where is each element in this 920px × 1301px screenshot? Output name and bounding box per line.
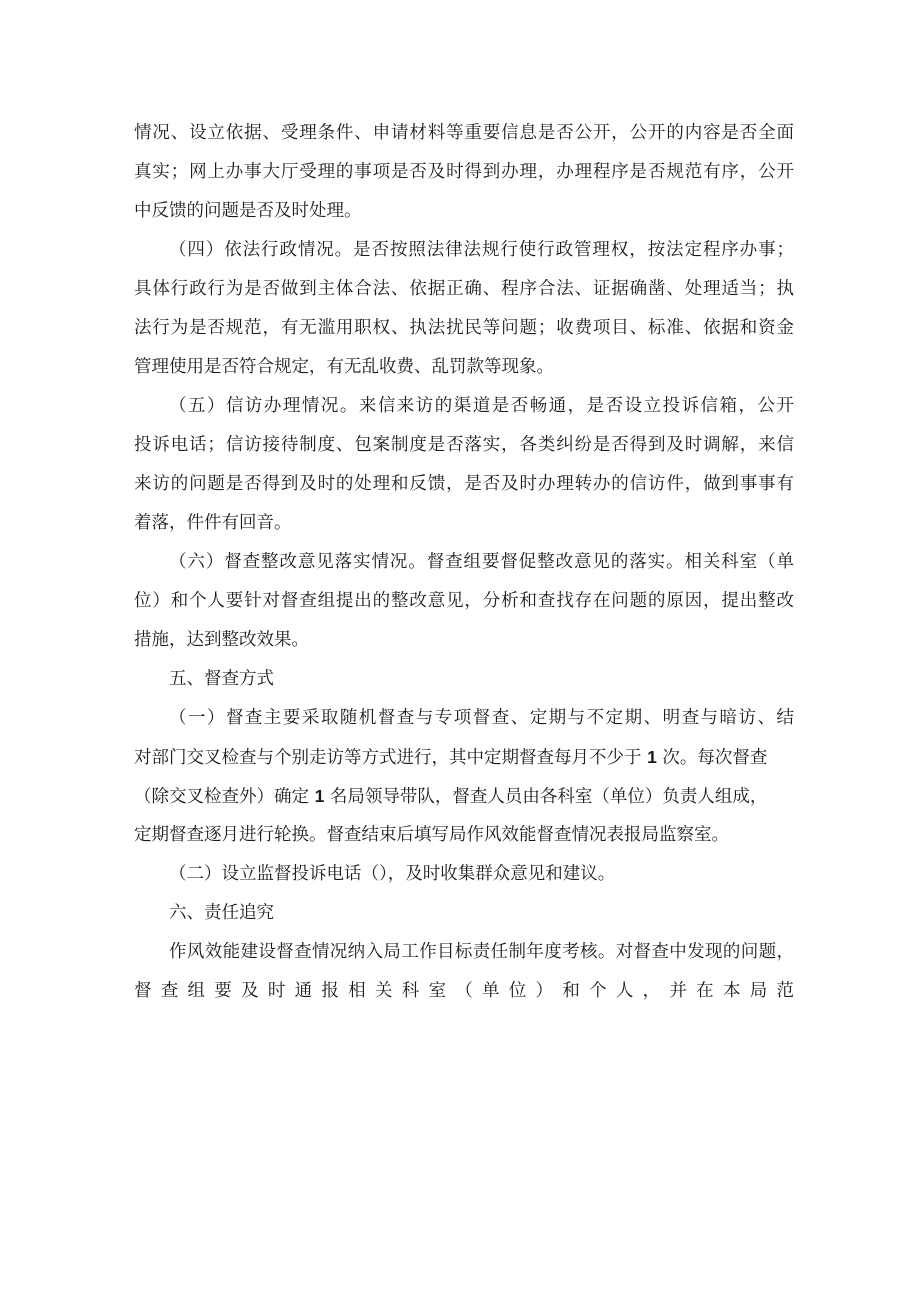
paragraph-line (134, 781, 794, 811)
paragraph-line: 着落，件件有回音。 (134, 513, 292, 533)
text-run: 对部门交叉检查与个别走访等方式进行，其中定期督查每月不少于 (134, 748, 642, 768)
paragraph-line: 作风效能建设督查情况纳入局工作目标责任制年度考核。对督查中发现的问题， (169, 942, 794, 962)
number-run: 1 (647, 747, 657, 767)
paragraph-line: 法行为是否规范，有无滥用职权、执法扰民等问题；收费项目、标准、依据和资金 (134, 318, 794, 338)
paragraph-line: 真实；网上办事大厅受理的事项是否及时得到办理，办理程序是否规范有序，公开 (134, 162, 794, 182)
paragraph-line (134, 742, 794, 772)
paragraph-line: 情况、设立依据、受理条件、申请材料等重要信息是否公开，公开的内容是否全面 (134, 123, 794, 143)
paragraph-line: 投诉电话；信访接待制度、包案制度是否落实，各类纠纷是否得到及时调解，来信 (134, 435, 794, 455)
paragraph-line: （四）依法行政情况。是否按照法律法规行使行政管理权，按法定程序办事； (169, 240, 794, 260)
paragraph-line: （二）设立监督投诉电话（），及时收集群众意见和建议。 (169, 864, 616, 884)
text-run: （除交叉检查外）确定 (134, 787, 309, 807)
paragraph-line: 措施，达到整改效果。 (134, 630, 309, 650)
paragraph-line: （六）督查整改意见落实情况。督查组要督促整改意见的落实。相关科室（单 (169, 552, 794, 572)
section-heading: 五、督查方式 (169, 669, 274, 689)
paragraph-line: （五）信访办理情况。来信来访的渠道是否畅通，是否设立投诉信箱，公开 (169, 396, 794, 416)
paragraph-line: 定期督查逐月进行轮换。督查结束后填写局作风效能督查情况表报局监察室。 (134, 825, 729, 845)
paragraph-line: （一）督查主要采取随机督查与专项督查、定期与不定期、明查与暗访、结 (169, 708, 794, 728)
paragraph-line: 督查组要及时通报相关科室（单位）和个人，并在本局范 (134, 981, 794, 1001)
section-heading: 六、责任追究 (169, 903, 274, 923)
text-run: 次。每次督查 (662, 748, 768, 768)
paragraph-line: 管理使用是否符合规定，有无乱收费、乱罚款等现象。 (134, 357, 554, 377)
number-run: 1 (314, 786, 325, 806)
text-run: 名局领导带队，督查人员由各科室（单位）负责人组成， (329, 787, 768, 807)
paragraph-line: 来访的问题是否得到及时的处理和反馈，是否及时办理转办的信访件，做到事事有 (134, 474, 794, 494)
paragraph-line: 具体行政行为是否做到主体合法、依据正确、程序合法、证据确凿、处理适当；执 (134, 279, 794, 299)
paragraph-line: 中反馈的问题是否及时处理。 (134, 201, 362, 221)
paragraph-line: 位）和个人要针对督查组提出的整改意见，分析和查找存在问题的原因，提出整改 (134, 591, 794, 611)
